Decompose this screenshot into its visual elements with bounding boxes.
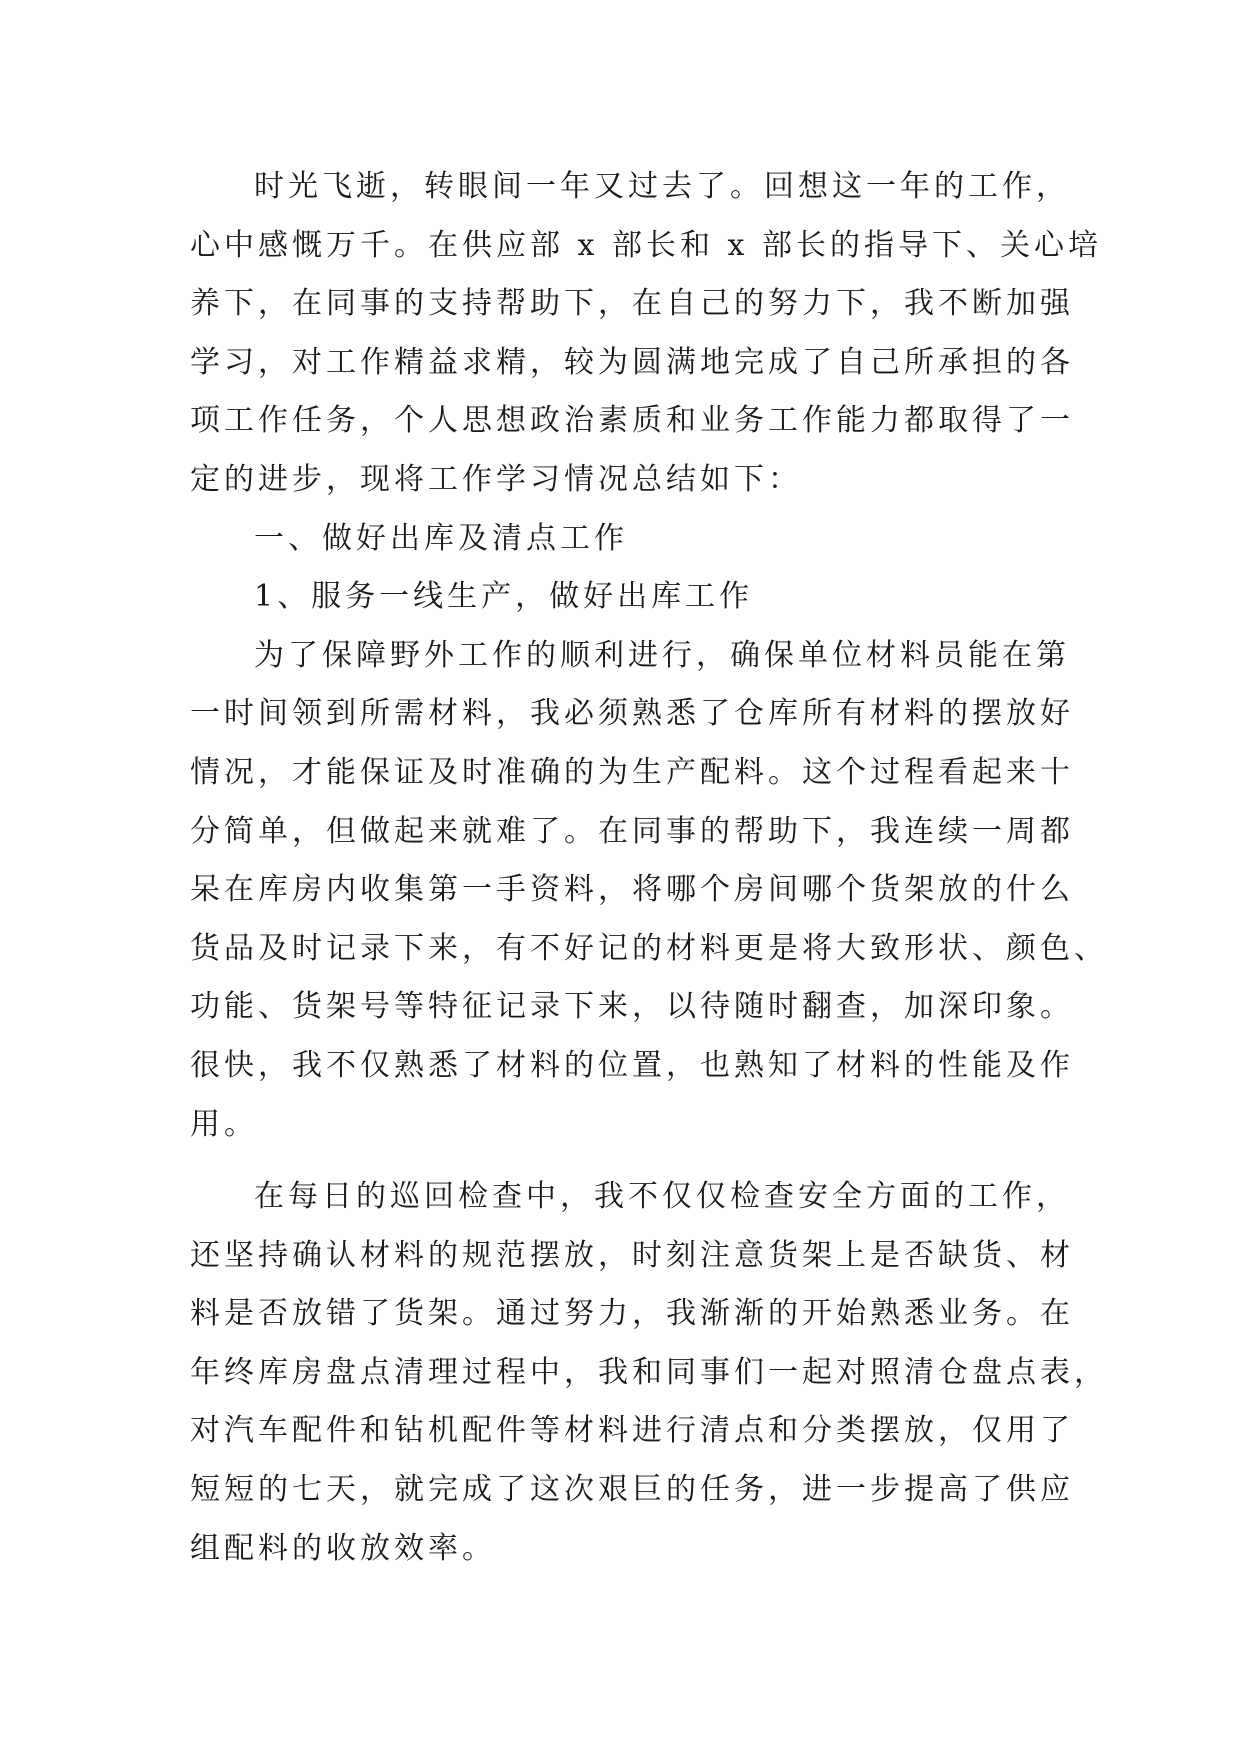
paragraph-line: 时光飞逝，转眼间一年又过去了。回想这一年的工作，: [254, 169, 1070, 204]
paragraph-line: 组配料的收放效率。: [190, 1530, 496, 1566]
paragraph-line: 货品及时记录下来，有不好记的材料更是将大致形状、颜色、: [190, 930, 1108, 966]
paragraph-line: 养下，在同事的支持帮助下，在自己的努力下，我不断加强: [190, 286, 1074, 322]
document-body: [190, 158, 1108, 1578]
paragraph-line: 一时间领到所需材料，我必须熟悉了仓库所有材料的摆放好: [190, 696, 1074, 732]
section-heading: 一、做好出库及清点工作: [254, 520, 628, 556]
paragraph-line: 还坚持确认材料的规范摆放，时刻注意货架上是否缺货、材: [190, 1237, 1074, 1273]
paragraph-line: 学习，对工作精益求精，较为圆满地完成了自己所承担的各: [190, 344, 1074, 380]
paragraph-line: 定的进步，现将工作学习情况总结如下：: [190, 461, 802, 497]
paragraph-line: 短短的七天，就完成了这次艰巨的任务，进一步提高了供应: [190, 1472, 1074, 1508]
paragraph-line: 在每日的巡回检查中，我不仅仅检查安全方面的工作，: [254, 1179, 1070, 1215]
paragraph-line: 对汽车配件和钻机配件等材料进行清点和分类摆放，仅用了: [190, 1413, 1074, 1449]
paragraph-line: 为了保障野外工作的顺利进行，确保单位材料员能在第: [254, 637, 1070, 673]
paragraph-line: 很快，我不仅熟悉了材料的位置，也熟知了材料的性能及作: [190, 1047, 1074, 1083]
paragraph-line: 用。: [190, 1106, 258, 1142]
paragraph-line: 呆在库房内收集第一手资料，将哪个房间哪个货架放的什么: [190, 872, 1074, 908]
paragraph-line: 心中感慨万千。在供应部 x 部长和 x 部长的指导下、关心培: [190, 227, 1102, 263]
paragraph-line: 料是否放错了货架。通过努力，我渐渐的开始熟悉业务。在: [190, 1296, 1074, 1332]
paragraph-line: 项工作任务，个人思想政治素质和业务工作能力都取得了一: [190, 403, 1074, 439]
paragraph-line: 分简单，但做起来就难了。在同事的帮助下，我连续一周都: [190, 813, 1074, 849]
paragraph-line: 年终库房盘点清理过程中，我和同事们一起对照清仓盘点表，: [190, 1354, 1108, 1390]
paragraph-line: 情况，才能保证及时准确的为生产配料。这个过程看起来十: [190, 754, 1074, 790]
subsection-heading: 1、服务一线生产，做好出库工作: [254, 579, 754, 615]
paragraph-line: 功能、货架号等特征记录下来，以待随时翻查，加深印象。: [190, 989, 1074, 1025]
